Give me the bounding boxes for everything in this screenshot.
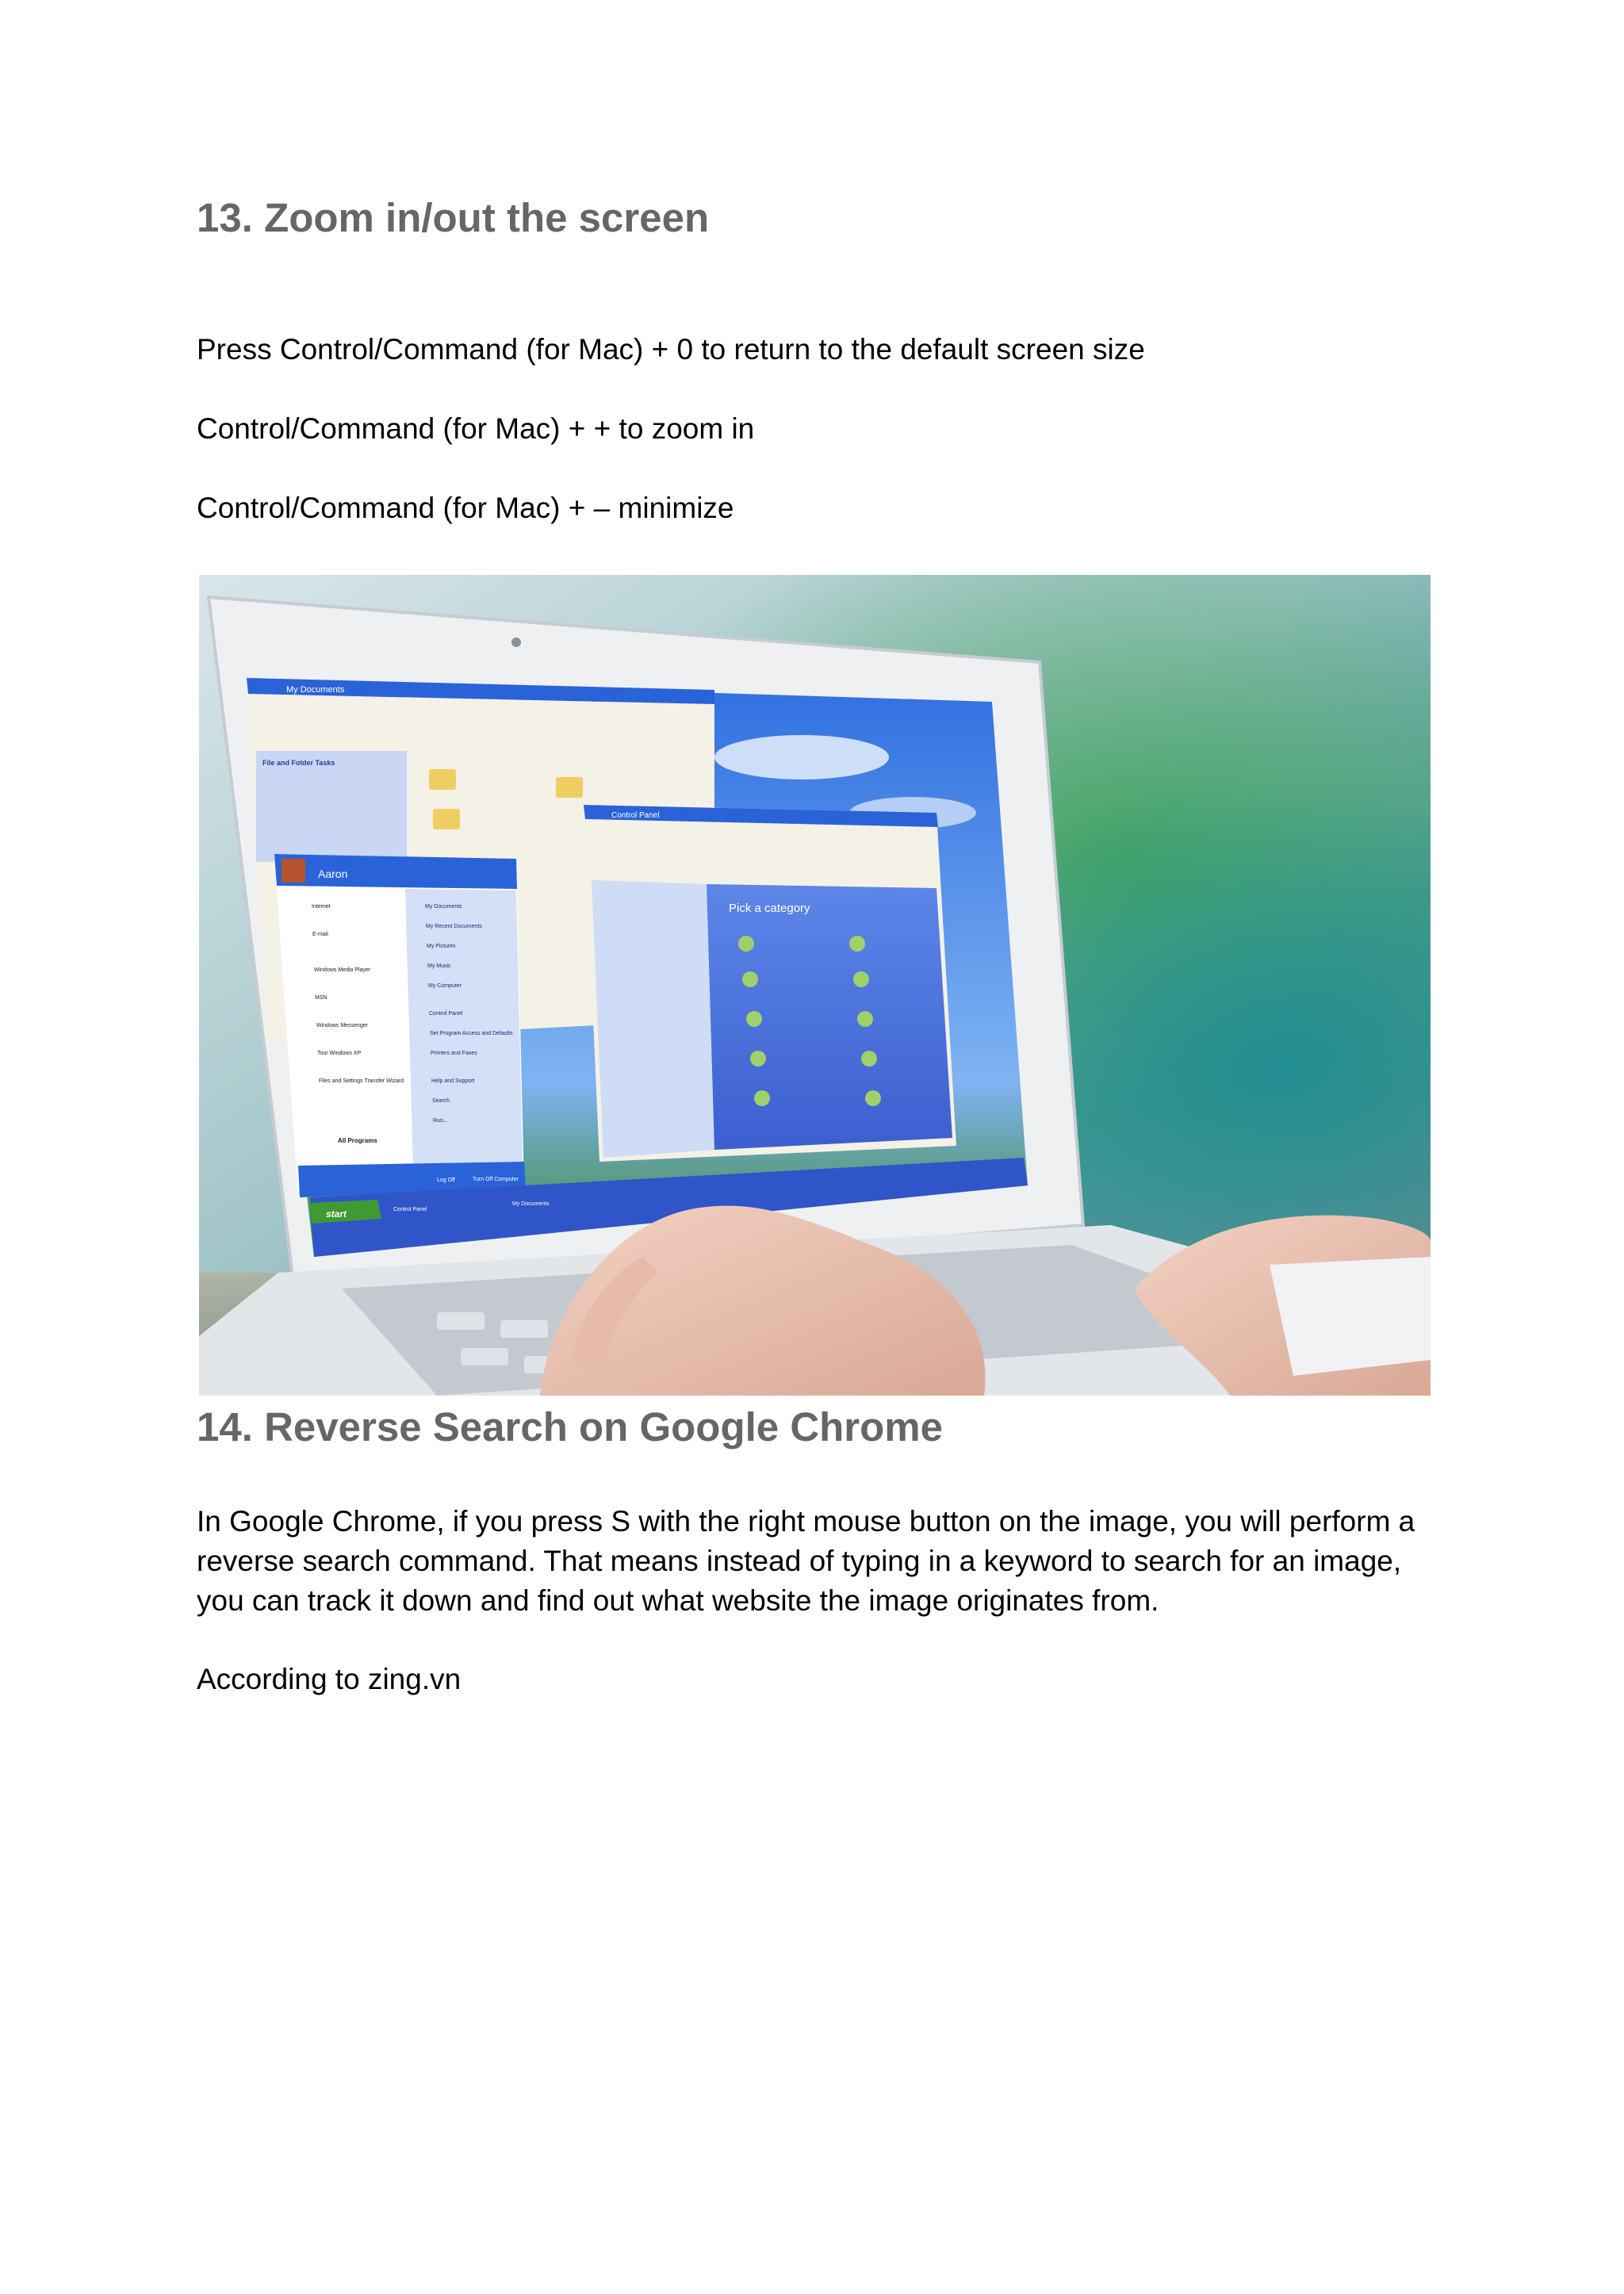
category-icon	[857, 1011, 873, 1027]
turn-off-label: Turn Off Computer	[473, 1177, 519, 1182]
section-13-heading: 13. Zoom in/out the screen	[197, 195, 710, 240]
reverse-search-paragraph: In Google Chrome, if you press S with the right mouse button on the image, you will perform a reverse search command. That means instead of typing in a keyword to search for an image, you can track it down and find out what website the image originates from.	[197, 1505, 1415, 1617]
start-item-my-documents: My Documents	[425, 904, 462, 910]
start-item-my-computer: My Computer	[428, 983, 462, 989]
category-icon	[742, 971, 758, 987]
category-icon	[750, 1051, 766, 1067]
start-item-messenger: Windows Messenger	[316, 1023, 368, 1028]
control-panel-title: Control Panel	[611, 811, 660, 820]
log-off-label: Log Off	[437, 1178, 455, 1183]
webcam-icon	[511, 638, 521, 647]
start-menu-header	[274, 854, 517, 889]
folder-icon	[429, 769, 456, 790]
folder-icon	[433, 809, 460, 829]
laptop-illustration	[199, 575, 1431, 1396]
start-item-msn: MSN	[315, 995, 327, 1001]
key	[437, 1312, 485, 1330]
start-item-program-access: Set Program Access and Defaults	[430, 1031, 513, 1036]
pick-category-text: Pick a category	[729, 902, 810, 915]
start-menu-user: Aaron	[318, 867, 348, 880]
start-item-recent-documents: My Recent Documents	[426, 924, 482, 929]
taskbar-item-control-panel: Control Panel	[393, 1207, 427, 1212]
category-icon	[849, 936, 865, 952]
all-programs-label: All Programs	[338, 1137, 377, 1144]
section-14-heading: 14. Reverse Search on Google Chrome	[197, 1404, 944, 1450]
user-avatar	[282, 859, 305, 883]
zoom-reset-instruction: Press Control/Command (for Mac) + 0 to return to the default screen size	[197, 333, 1145, 366]
category-icon	[853, 971, 869, 987]
category-icon	[738, 936, 754, 952]
file-tasks-header: File and Folder Tasks	[262, 759, 335, 767]
category-icon	[754, 1090, 770, 1106]
cloud	[714, 735, 889, 779]
category-area	[707, 884, 952, 1150]
folder-icon	[556, 777, 583, 798]
start-item-my-music: My Music	[427, 963, 451, 969]
category-icon	[861, 1051, 877, 1067]
start-menu-right-column	[405, 889, 523, 1168]
start-item-internet: Internet	[312, 904, 331, 910]
category-icon	[865, 1090, 881, 1106]
zoom-out-instruction: Control/Command (for Mac) + – minimize	[197, 492, 734, 524]
laptop-photo	[199, 575, 1431, 1396]
start-button-label: start	[326, 1208, 347, 1220]
file-tasks-panel	[256, 751, 407, 862]
control-panel-sidebar	[592, 880, 714, 1158]
key	[500, 1320, 548, 1338]
category-icon	[746, 1011, 762, 1027]
key	[461, 1348, 508, 1365]
shirt-cuff	[1270, 1257, 1431, 1376]
start-item-email: E-mail	[312, 932, 328, 937]
start-item-tour: Tour Windows XP	[317, 1051, 362, 1056]
start-item-control-panel: Control Panel	[429, 1011, 463, 1017]
taskbar-item-my-documents: My Documents	[512, 1201, 550, 1207]
source-credit: According to zing.vn	[197, 1663, 462, 1695]
start-item-search: Search	[432, 1098, 450, 1104]
start-item-run: Run...	[433, 1118, 448, 1124]
start-item-printers: Printers and Faxes	[431, 1051, 477, 1056]
start-item-media-player: Windows Media Player	[314, 967, 371, 973]
start-item-transfer-wizard: Files and Settings Transfer Wizard	[319, 1078, 404, 1084]
start-item-my-pictures: My Pictures	[427, 944, 456, 949]
my-documents-title: My Documents	[286, 685, 345, 695]
start-item-help: Help and Support	[431, 1078, 475, 1084]
zoom-in-instruction: Control/Command (for Mac) + + to zoom in	[197, 412, 755, 445]
